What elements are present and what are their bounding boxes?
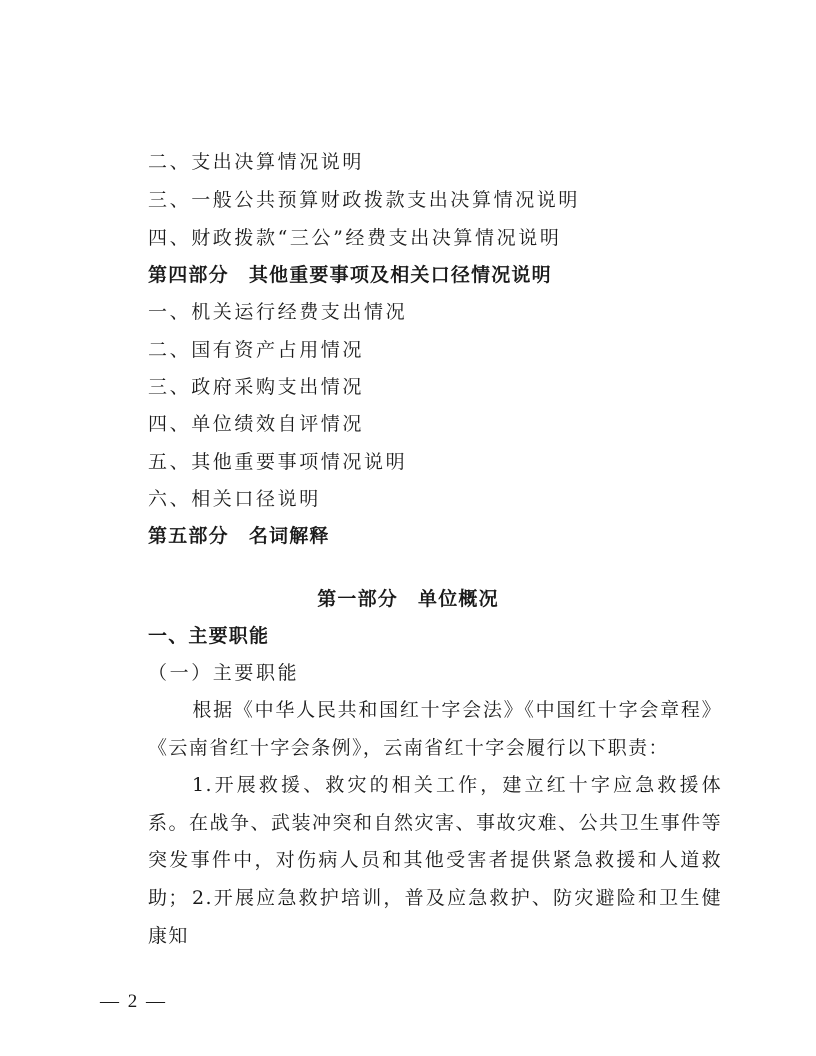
part-title: 名词解释	[248, 525, 330, 547]
paragraph-text: 2.开展应急救护培训，普及应急救护、防灾避险和卫生健康知	[148, 887, 722, 947]
toc-item: 二、国有资产占用情况	[148, 339, 365, 361]
page-number: — 2 —	[100, 991, 167, 1012]
heading-level-1: 一、主要职能	[148, 625, 270, 647]
toc-item: 五、其他重要事项情况说明	[148, 451, 408, 473]
part-label: 第四部分	[148, 264, 229, 286]
part-label: 第五部分	[148, 525, 229, 547]
section-name: 单位概况	[418, 588, 499, 610]
toc-item: 二、支出决算情况说明	[148, 151, 365, 173]
toc-part-heading	[148, 524, 330, 548]
section-label: 第一部分	[317, 588, 398, 610]
part-title: 其他重要事项及相关口径情况说明	[248, 264, 552, 286]
toc-item: 三、政府采购支出情况	[148, 376, 365, 398]
toc-item: 六、相关口径说明	[148, 488, 321, 510]
toc-item: 三、一般公共预算财政拨款支出决算情况说明	[148, 189, 581, 211]
toc-item: 一、机关运行经费支出情况	[148, 301, 408, 323]
body-paragraph	[148, 880, 722, 955]
heading-level-2: （一）主要职能	[148, 662, 300, 684]
section-title	[0, 587, 816, 611]
paragraph-text: 1.开展救援、救灾的相关工作，建立红十字应急救援体系。在战争、武装冲突和自然灾害、事故灾难、公共卫生事件等突发事件中，对伤病人员和其他受害者提供紧急救援和人道救助；	[148, 774, 722, 909]
toc-item: 四、单位绩效自评情况	[148, 413, 365, 435]
paragraph-text: 根据《中华人民共和国红十字会法》《中国红十字会章程》《云南省红十字会条例》，云南省红十字会履行以下职责：	[148, 699, 722, 759]
body-paragraph	[148, 692, 722, 767]
toc-item: 四、财政拨款“三公”经费支出决算情况说明	[148, 227, 562, 249]
toc-part-heading	[148, 263, 552, 287]
